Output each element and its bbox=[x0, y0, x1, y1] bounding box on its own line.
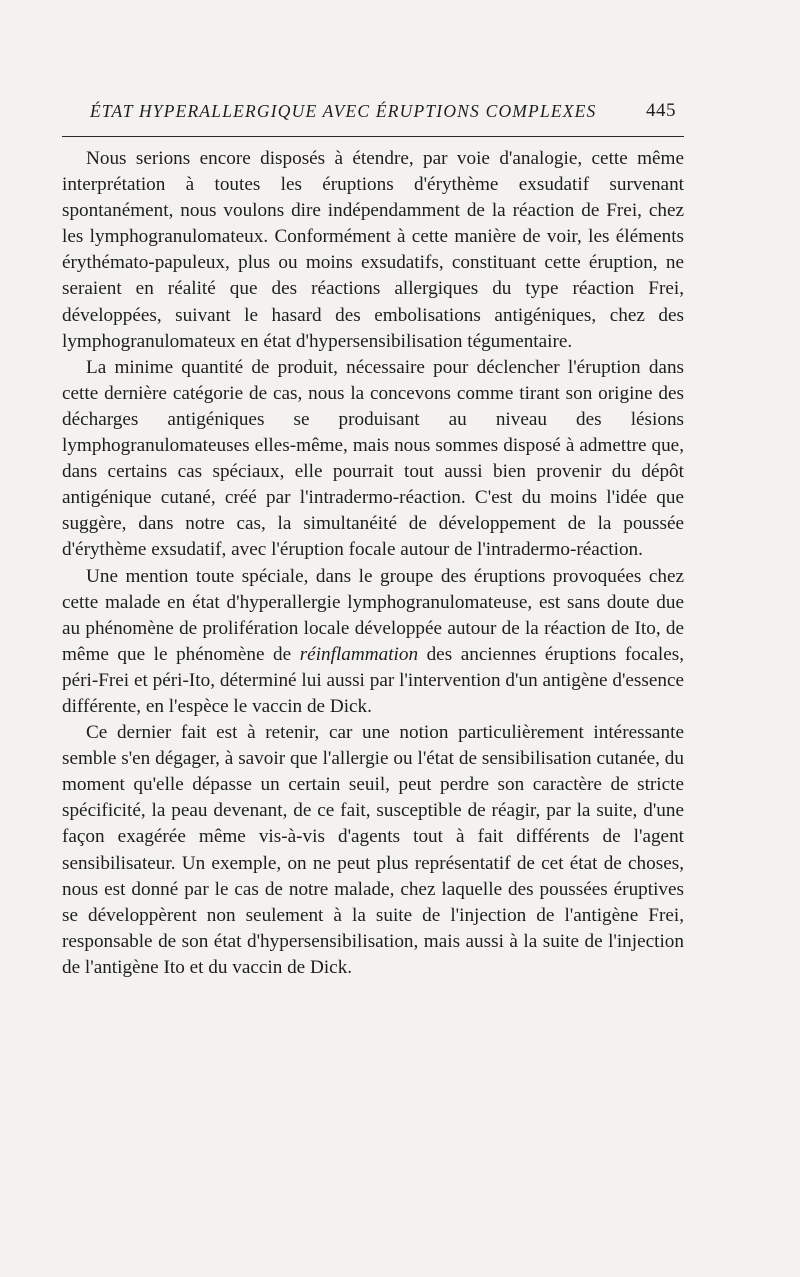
header-rule bbox=[62, 136, 684, 137]
paragraph-3 bbox=[62, 564, 684, 721]
paragraph-2: La minime quantité de produit, nécessaire pour déclencher l'éruption dans cette dernière catégorie de cas, nous la concevons comme tirant son origine des décharges antigéniques se produisant au niveau des lésions lymphogranulomateuses elles-même, mais nous sommes disposé à admettre que, dans certains cas spéciaux, elle pourrait tout aussi bien provenir du dépôt antigénique cutané, créé par l'intradermo-réaction. C'est du moins l'idée que suggère, dans notre cas, la simultanéité de développement de la poussée d'érythème exsudatif, avec l'éruption focale autour de l'intradermo-réaction. bbox=[62, 356, 684, 561]
page-number: 445 bbox=[646, 100, 676, 121]
running-head bbox=[62, 101, 684, 127]
paragraph-3-start: Une mention toute spéciale, dans le groupe des éruptions provoquées chez cette malade en état d'hyperallergie lymphogranulomateuse, est sans doute due au phénomène de prolifération locale développée autour de la réaction de Ito, de même que le phénomène de bbox=[62, 565, 684, 665]
paragraph-1: Nous serions encore disposés à étendre, par voie d'analogie, cette même interprétation à toutes les éruptions d'érythème exsudatif survenant spontanément, nous voulons dire indépendamment de la réaction de Frei, chez les lymphogranulomateux. Conformément à cette manière de voir, les éléments érythémato-papuleux, plus ou moins exsudatifs, constituant cette éruption, ne seraient en réalité que des réactions allergiques du type réaction Frei, développées, suivant le hasard des embolisations antigéniques, chez des lymphogranulomateux en état d'hypersensibilisation tégumentaire. bbox=[62, 148, 684, 352]
paragraph-3-end: des anciennes éruptions focales, péri-Frei et péri-Ito, déterminé lui aussi par l'intervention d'un antigène d'essence différente, en l'espèce le vaccin de Dick. bbox=[62, 643, 684, 717]
running-title: ÉTAT HYPERALLERGIQUE AVEC ÉRUPTIONS COMPLEXES bbox=[90, 101, 597, 121]
italic-term: réinflammation bbox=[299, 643, 419, 665]
body-text bbox=[62, 146, 684, 981]
paragraph-4: Ce dernier fait est à retenir, car une notion particulièrement intéressante semble s'en dégager, à savoir que l'allergie ou l'état de sensibilisation cutanée, du moment qu'elle dépasse un certain seuil, peut perdre son caractère de stricte spécificité, la peau devenant, de ce fait, susceptible de réagir, par la suite, d'une façon exagérée même vis-à-vis d'agents tout à fait différents de l'agent sensibilisateur. Un exemple, on ne peut plus représentatif de cet état de choses, nous est donné par le cas de notre malade, chez laquelle des poussées éruptives se développèrent non seulement à la suite de l'injection de l'antigène Frei, responsable de son état d'hypersensibilisation, mais aussi à la suite de l'injection de l'antigène Ito et du vaccin de Dick. bbox=[62, 722, 684, 978]
